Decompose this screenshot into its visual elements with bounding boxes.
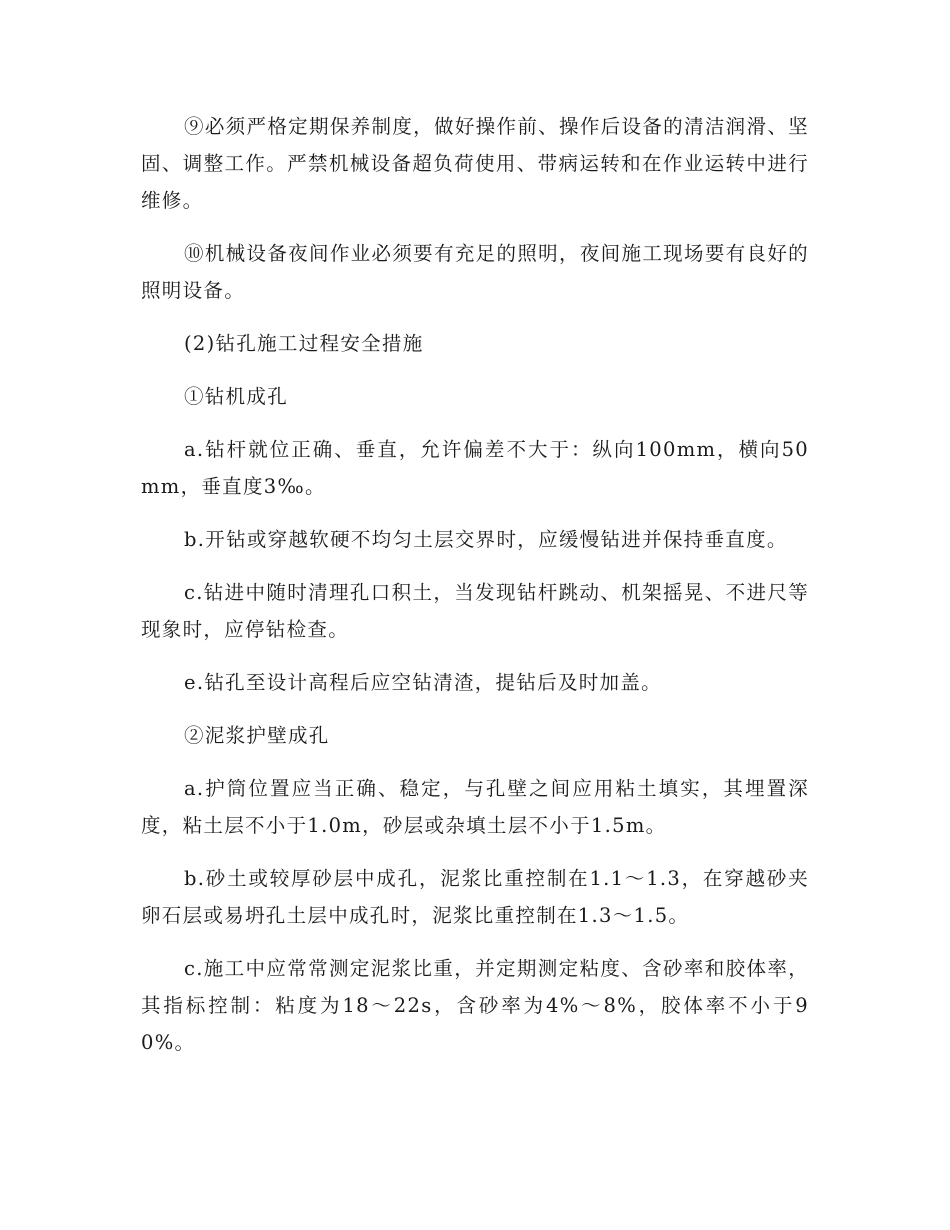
paragraph-clear-soil: c.钻进中随时清理孔口积土，当发现钻杆跳动、机架摇晃、不进尺等现象时，应停钻检查。 xyxy=(141,581,809,641)
paragraph-mud-density: b.砂土或较厚砂层中成孔，泥浆比重控制在1.1～1.3，在穿越砂夹卵石层或易坍孔土层中成孔时，泥浆比重控制在1.3～1.5。 xyxy=(141,867,809,927)
paragraph-casing-position: a.护筒位置应当正确、稳定，与孔壁之间应用粘土填实，其埋置深度，粘土层不小于1.0m，砂层或杂填土层不小于1.5m。 xyxy=(141,777,809,837)
paragraph-start-drilling: b.开钻或穿越软硬不均匀土层交界时，应缓慢钻进并保持垂直度。 xyxy=(184,528,788,551)
subheading-rig-drilling: ①钻机成孔 xyxy=(184,385,289,408)
document-body xyxy=(141,108,809,1077)
section-heading-drilling-safety: (2)钻孔施工过程安全措施 xyxy=(184,332,424,355)
paragraph-rod-position: a.钻杆就位正确、垂直，允许偏差不大于：纵向100mm，横向50mm，垂直度3‰。 xyxy=(141,438,809,498)
paragraph-mud-testing: c.施工中应常常测定泥浆比重，并定期测定粘度、含砂率和胶体率，其指标控制：粘度为18～22s，含砂率为4%～8%，胶体率不小于90%。 xyxy=(141,957,809,1054)
subheading-mud-wall: ②泥浆护壁成孔 xyxy=(184,724,330,747)
paragraph-night-lighting: ⑩机械设备夜间作业必须要有充足的照明，夜间施工现场要有良好的照明设备。 xyxy=(141,242,809,302)
paragraph-maintenance-rule: ⑨必须严格定期保养制度，做好操作前、操作后设备的清洁润滑、坚固、调整工作。严禁机械设备超负荷使用、带病运转和在作业运转中进行维修。 xyxy=(141,115,809,212)
paragraph-clear-slag: e.钻孔至设计高程后应空钻清渣，提钻后及时加盖。 xyxy=(184,671,662,694)
